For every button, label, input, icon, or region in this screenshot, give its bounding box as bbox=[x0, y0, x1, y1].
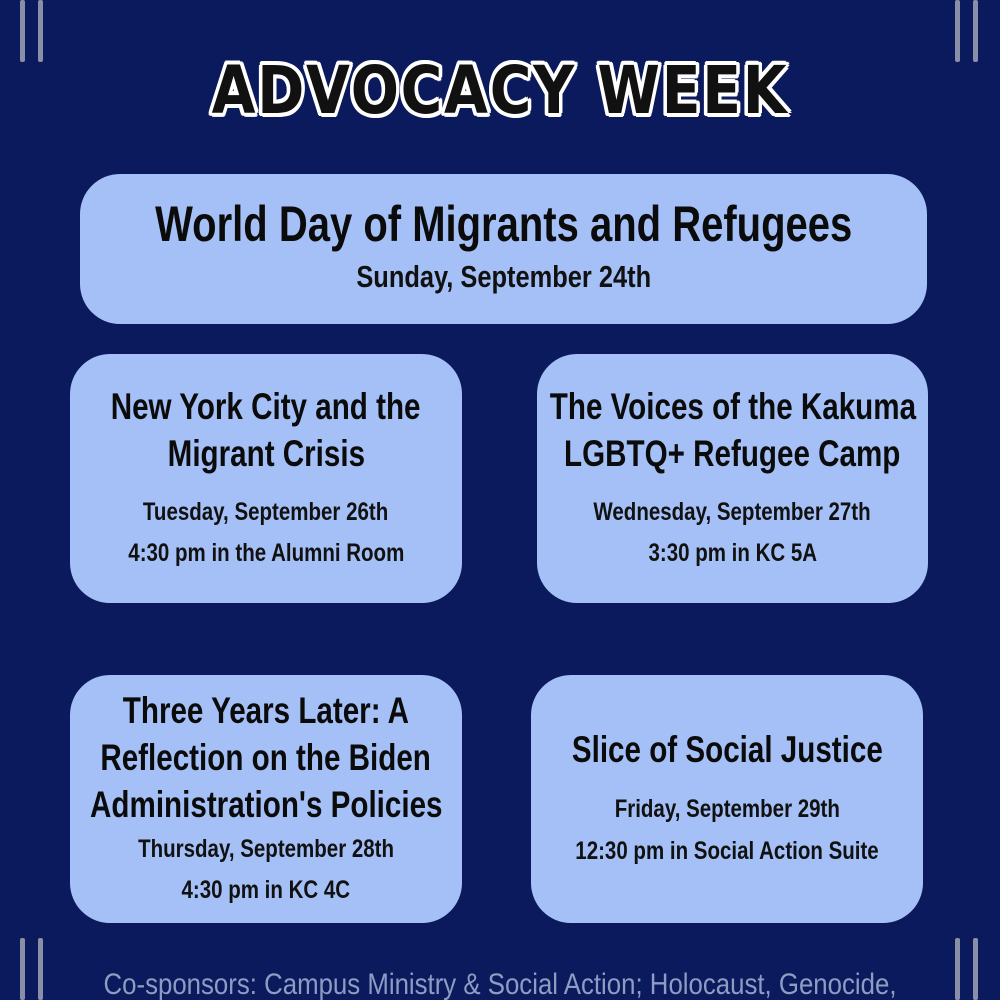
event-time-place: 4:30 pm in KC 4C bbox=[181, 876, 351, 905]
frame-bar-bottom-right bbox=[973, 938, 978, 1000]
event-time-place: 3:30 pm in KC 5A bbox=[648, 538, 817, 567]
event-card-world-day bbox=[80, 174, 927, 324]
event-date: Tuesday, September 26th bbox=[143, 497, 389, 526]
event-card-slice-of-social-justice bbox=[531, 675, 923, 923]
event-card-nyc-migrant-crisis bbox=[70, 354, 462, 603]
event-card-three-years-later bbox=[70, 675, 462, 923]
event-date: Wednesday, September 27th bbox=[593, 497, 872, 526]
frame-bar-bottom-left-inner bbox=[38, 938, 43, 1000]
event-date: Sunday, September 24th bbox=[356, 258, 651, 294]
frame-bar-top-left bbox=[20, 0, 25, 62]
event-title-line: Three Years Later: A bbox=[122, 689, 410, 731]
cosponsors-text: Co-sponsors: Campus Ministry & Social Action; Holocaust, Genocide, bbox=[103, 968, 897, 1000]
event-title-line: New York City and the bbox=[111, 385, 421, 427]
poster-title: ADVOCACY WEEK bbox=[211, 52, 789, 129]
event-title-line: Reflection on the Biden bbox=[100, 737, 432, 779]
event-date: Thursday, September 28th bbox=[138, 834, 394, 863]
frame-bar-top-left-inner bbox=[38, 0, 43, 62]
event-card-kakuma-voices bbox=[537, 354, 928, 603]
event-title-line: Migrant Crisis bbox=[167, 433, 365, 475]
event-time-place: 4:30 pm in the Alumni Room bbox=[127, 538, 405, 567]
event-title-line: The Voices of the Kakuma bbox=[549, 385, 916, 427]
event-date: Friday, September 29th bbox=[614, 795, 840, 824]
frame-bar-top-right bbox=[973, 0, 978, 62]
frame-bar-bottom-right-inner bbox=[955, 938, 960, 1000]
frame-bar-top-right-inner bbox=[955, 0, 960, 62]
frame-bar-bottom-left bbox=[20, 938, 25, 1000]
event-title-line: LGBTQ+ Refugee Camp bbox=[564, 433, 901, 475]
event-title: World Day of Migrants and Refugees bbox=[154, 195, 853, 252]
event-title-line: Slice of Social Justice bbox=[571, 729, 883, 771]
event-time-place: 12:30 pm in Social Action Suite bbox=[575, 836, 879, 865]
event-title-line: Administration's Policies bbox=[89, 784, 443, 826]
